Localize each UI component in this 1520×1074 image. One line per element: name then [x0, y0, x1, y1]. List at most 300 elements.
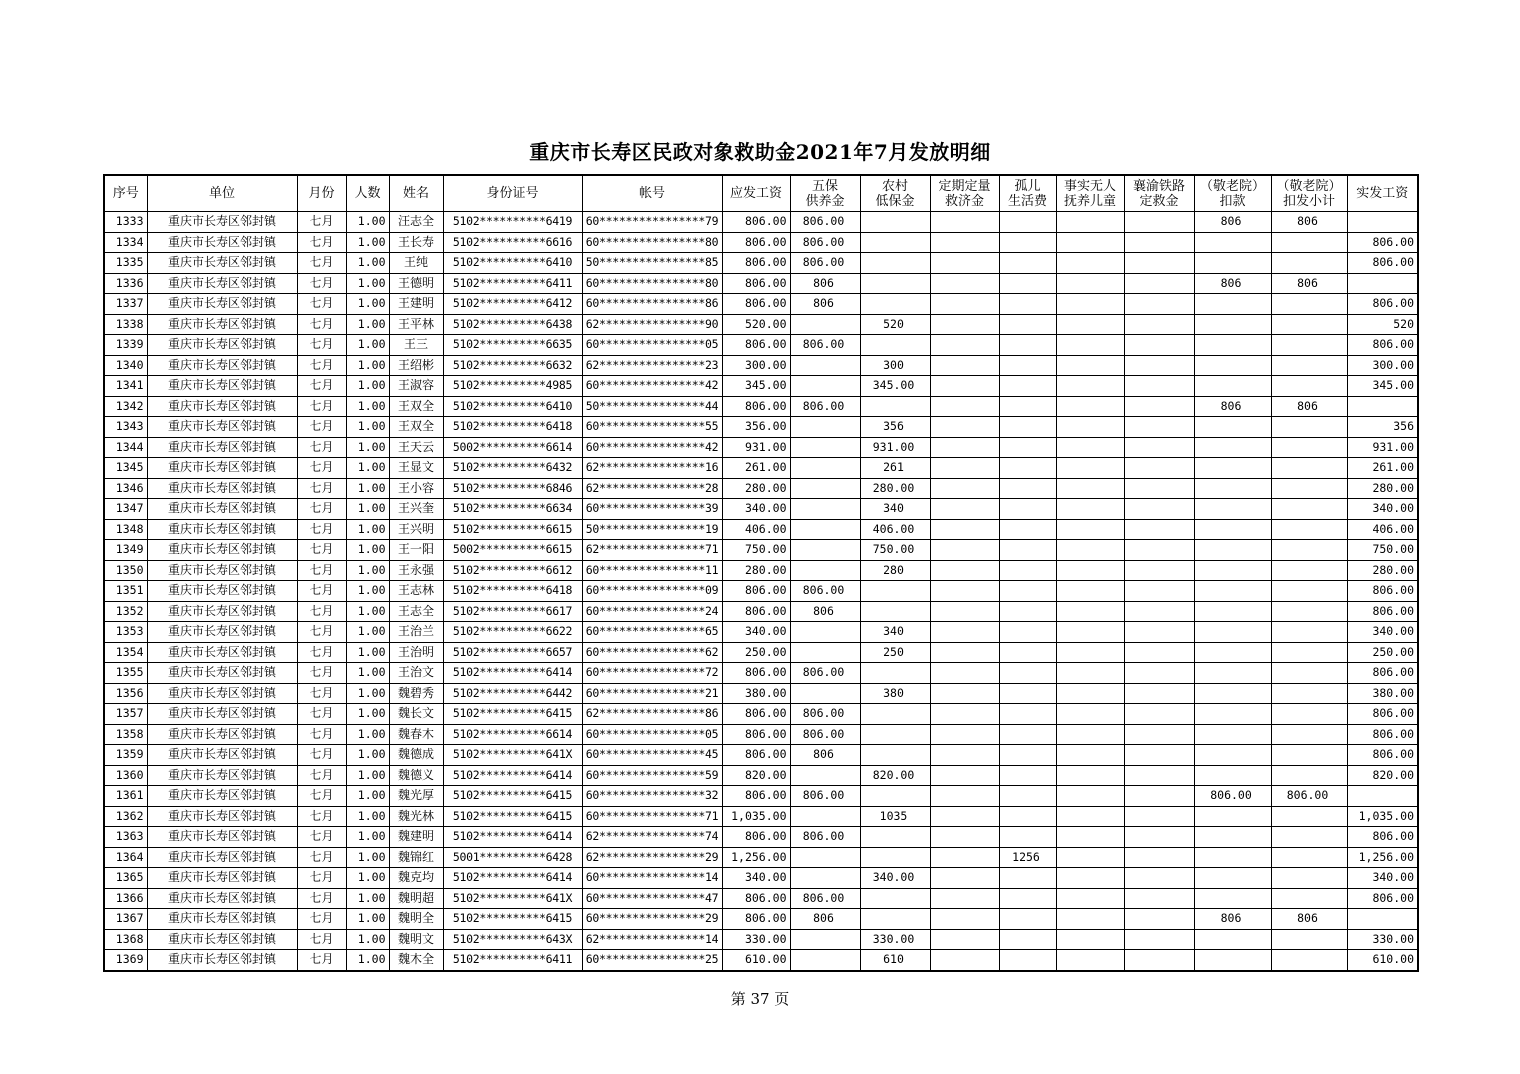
table-cell: 1341 — [104, 376, 147, 397]
table-cell: 50****************19 — [582, 519, 722, 540]
table-cell — [1124, 355, 1194, 376]
table-cell: 王三 — [389, 335, 443, 356]
table-cell: 1.00 — [346, 376, 389, 397]
table-cell: 重庆市长寿区邻封镇 — [147, 888, 297, 909]
table-cell: 七月 — [297, 806, 346, 827]
table-cell: 5102**********6415 — [443, 704, 582, 725]
table-cell — [930, 376, 999, 397]
table-cell: 806.00 — [722, 601, 790, 622]
table-cell: 王显文 — [389, 458, 443, 479]
table-cell: 250.00 — [722, 642, 790, 663]
table-cell — [930, 786, 999, 807]
table-cell — [1347, 396, 1418, 417]
table-cell: 重庆市长寿区邻封镇 — [147, 704, 297, 725]
table-cell: 806.00 — [790, 335, 860, 356]
table-cell — [1271, 683, 1347, 704]
table-cell: 62****************16 — [582, 458, 722, 479]
column-header: 序号 — [104, 175, 147, 212]
table-cell: 重庆市长寿区邻封镇 — [147, 499, 297, 520]
table-cell: 1.00 — [346, 437, 389, 458]
column-header: 应发工资 — [722, 175, 790, 212]
table-cell: 750.00 — [722, 540, 790, 561]
table-cell: 806.00 — [1347, 335, 1418, 356]
table-cell — [930, 950, 999, 971]
table-cell — [790, 868, 860, 889]
table-cell — [1271, 253, 1347, 274]
table-cell: 806.00 — [790, 786, 860, 807]
table-cell: 七月 — [297, 478, 346, 499]
table-cell — [1124, 642, 1194, 663]
table-cell: 七月 — [297, 253, 346, 274]
table-cell: 5102**********6657 — [443, 642, 582, 663]
table-cell: 60****************71 — [582, 806, 722, 827]
table-cell — [1194, 704, 1271, 725]
table-cell — [930, 827, 999, 848]
table-cell — [1124, 909, 1194, 930]
table-row — [104, 519, 1418, 540]
table-cell — [999, 314, 1056, 335]
table-cell: 重庆市长寿区邻封镇 — [147, 253, 297, 274]
table-cell — [1271, 560, 1347, 581]
table-cell — [1124, 622, 1194, 643]
table-cell: 261 — [860, 458, 930, 479]
table-cell: 重庆市长寿区邻封镇 — [147, 765, 297, 786]
table-cell — [860, 745, 930, 766]
table-cell: 820.00 — [1347, 765, 1418, 786]
table-cell: 重庆市长寿区邻封镇 — [147, 683, 297, 704]
column-header: 定期定量 救济金 — [930, 175, 999, 212]
table-cell: 魏长文 — [389, 704, 443, 725]
table-cell: 340.00 — [1347, 622, 1418, 643]
table-cell — [860, 253, 930, 274]
table-cell: 王小容 — [389, 478, 443, 499]
table-cell: 1337 — [104, 294, 147, 315]
table-cell: 261.00 — [1347, 458, 1418, 479]
table-cell: 806.00 — [722, 724, 790, 745]
table-cell: 806.00 — [1347, 253, 1418, 274]
table-cell — [1194, 724, 1271, 745]
table-cell: 重庆市长寿区邻封镇 — [147, 560, 297, 581]
table-cell: 62****************23 — [582, 355, 722, 376]
table-cell: 1357 — [104, 704, 147, 725]
table-cell — [1271, 335, 1347, 356]
table-cell: 1.00 — [346, 294, 389, 315]
table-cell — [790, 355, 860, 376]
table-cell — [1194, 376, 1271, 397]
table-cell: 60****************45 — [582, 745, 722, 766]
table-cell: 1.00 — [346, 704, 389, 725]
table-cell: 重庆市长寿区邻封镇 — [147, 314, 297, 335]
table-cell: 1035 — [860, 806, 930, 827]
table-cell — [1124, 478, 1194, 499]
table-row — [104, 581, 1418, 602]
table-cell: 1367 — [104, 909, 147, 930]
table-cell: 300.00 — [1347, 355, 1418, 376]
table-cell: 王双全 — [389, 417, 443, 438]
column-header: 姓名 — [389, 175, 443, 212]
table-cell — [1271, 417, 1347, 438]
table-cell: 汪志全 — [389, 212, 443, 233]
table-cell: 1.00 — [346, 355, 389, 376]
table-cell — [930, 704, 999, 725]
table-cell: 1.00 — [346, 212, 389, 233]
table-row — [104, 909, 1418, 930]
table-cell: 1.00 — [346, 335, 389, 356]
column-header: 襄渝铁路 定救金 — [1124, 175, 1194, 212]
table-cell: 50****************85 — [582, 253, 722, 274]
table-cell: 七月 — [297, 622, 346, 643]
table-cell: 806.00 — [1347, 663, 1418, 684]
table-cell: 1346 — [104, 478, 147, 499]
table-cell — [930, 314, 999, 335]
table-cell — [930, 745, 999, 766]
table-cell — [1194, 519, 1271, 540]
table-cell — [930, 560, 999, 581]
table-cell: 王治明 — [389, 642, 443, 663]
table-cell — [1124, 396, 1194, 417]
table-cell — [790, 437, 860, 458]
table-cell — [1056, 232, 1124, 253]
table-cell: 重庆市长寿区邻封镇 — [147, 950, 297, 971]
table-cell — [1124, 765, 1194, 786]
table-cell: 1.00 — [346, 847, 389, 868]
table-cell: 1.00 — [346, 581, 389, 602]
table-cell — [1056, 417, 1124, 438]
table-row — [104, 458, 1418, 479]
table-cell — [1194, 827, 1271, 848]
table-cell: 806.00 — [790, 663, 860, 684]
table-cell — [1056, 765, 1124, 786]
table-cell: 5102**********641X — [443, 745, 582, 766]
table-row — [104, 396, 1418, 417]
table-cell — [930, 396, 999, 417]
table-cell — [999, 909, 1056, 930]
table-cell: 重庆市长寿区邻封镇 — [147, 458, 297, 479]
table-cell: 魏锦红 — [389, 847, 443, 868]
table-cell — [999, 868, 1056, 889]
table-cell: 重庆市长寿区邻封镇 — [147, 827, 297, 848]
table-cell: 重庆市长寿区邻封镇 — [147, 212, 297, 233]
table-cell — [1194, 847, 1271, 868]
table-cell — [930, 622, 999, 643]
table-cell: 七月 — [297, 704, 346, 725]
table-cell: 1338 — [104, 314, 147, 335]
table-cell — [999, 437, 1056, 458]
table-cell: 5002**********6615 — [443, 540, 582, 561]
table-cell: 魏光林 — [389, 806, 443, 827]
table-cell — [930, 437, 999, 458]
table-cell — [1271, 376, 1347, 397]
table-row — [104, 253, 1418, 274]
table-cell: 1339 — [104, 335, 147, 356]
table-row — [104, 724, 1418, 745]
table-cell: 1,035.00 — [722, 806, 790, 827]
table-cell — [1194, 601, 1271, 622]
table-cell: 1356 — [104, 683, 147, 704]
column-header: 帐号 — [582, 175, 722, 212]
table-cell: 1353 — [104, 622, 147, 643]
table-cell: 1.00 — [346, 232, 389, 253]
table-cell — [1056, 950, 1124, 971]
table-cell: 806.00 — [790, 253, 860, 274]
table-cell: 七月 — [297, 745, 346, 766]
table-cell: 520 — [1347, 314, 1418, 335]
table-cell: 1.00 — [346, 560, 389, 581]
table-row — [104, 847, 1418, 868]
table-cell: 5102**********6442 — [443, 683, 582, 704]
table-cell — [790, 519, 860, 540]
table-cell — [790, 642, 860, 663]
table-cell: 340.00 — [722, 622, 790, 643]
table-cell: 重庆市长寿区邻封镇 — [147, 519, 297, 540]
table-cell: 330.00 — [1347, 929, 1418, 950]
table-cell — [860, 294, 930, 315]
table-cell: 魏德成 — [389, 745, 443, 766]
table-cell — [1056, 314, 1124, 335]
table-cell: 820.00 — [860, 765, 930, 786]
table-row — [104, 888, 1418, 909]
table-cell: 750.00 — [1347, 540, 1418, 561]
table-cell — [1124, 683, 1194, 704]
table-cell — [1056, 540, 1124, 561]
table-cell: 62****************90 — [582, 314, 722, 335]
table-cell: 60****************05 — [582, 724, 722, 745]
table-cell — [1271, 294, 1347, 315]
table-cell: 重庆市长寿区邻封镇 — [147, 232, 297, 253]
table-cell — [1056, 847, 1124, 868]
table-row — [104, 294, 1418, 315]
table-cell — [1124, 376, 1194, 397]
table-cell — [1056, 478, 1124, 499]
table-cell — [1056, 273, 1124, 294]
table-cell — [999, 355, 1056, 376]
table-cell: 250 — [860, 642, 930, 663]
table-cell: 806 — [1194, 396, 1271, 417]
table-cell — [1056, 786, 1124, 807]
column-header: （敬老院） 扣款 — [1194, 175, 1271, 212]
table-cell: 280.00 — [1347, 478, 1418, 499]
table-cell — [790, 929, 860, 950]
table-cell — [999, 888, 1056, 909]
table-cell: 1358 — [104, 724, 147, 745]
table-cell: 5102**********6414 — [443, 827, 582, 848]
table-cell: 60****************59 — [582, 765, 722, 786]
table-cell: 806.00 — [1347, 232, 1418, 253]
table-cell — [790, 376, 860, 397]
table-cell — [1271, 581, 1347, 602]
table-cell — [930, 601, 999, 622]
table-cell — [999, 458, 1056, 479]
table-cell — [1194, 458, 1271, 479]
table-cell — [1194, 232, 1271, 253]
table-cell: 1359 — [104, 745, 147, 766]
table-cell: 1.00 — [346, 786, 389, 807]
table-cell: 806 — [1194, 212, 1271, 233]
table-cell: 1364 — [104, 847, 147, 868]
table-cell: 5102**********6415 — [443, 806, 582, 827]
table-cell: 356.00 — [722, 417, 790, 438]
table-cell: 345.00 — [1347, 376, 1418, 397]
table-cell: 1340 — [104, 355, 147, 376]
table-cell — [790, 314, 860, 335]
table-cell: 重庆市长寿区邻封镇 — [147, 396, 297, 417]
table-cell — [930, 335, 999, 356]
table-cell: 60****************21 — [582, 683, 722, 704]
table-cell: 806.00 — [722, 909, 790, 930]
table-cell: 60****************80 — [582, 232, 722, 253]
table-cell: 魏建明 — [389, 827, 443, 848]
table-cell — [999, 560, 1056, 581]
column-header: 月份 — [297, 175, 346, 212]
table-cell: 重庆市长寿区邻封镇 — [147, 581, 297, 602]
table-cell — [1056, 888, 1124, 909]
table-row — [104, 663, 1418, 684]
table-cell — [1124, 458, 1194, 479]
table-cell: 1.00 — [346, 601, 389, 622]
table-cell: 60****************05 — [582, 335, 722, 356]
table-cell: 806.00 — [1347, 704, 1418, 725]
table-cell: 七月 — [297, 827, 346, 848]
table-cell — [999, 745, 1056, 766]
table-cell: 七月 — [297, 909, 346, 930]
table-cell — [1124, 253, 1194, 274]
table-cell — [860, 212, 930, 233]
table-cell — [1124, 847, 1194, 868]
table-row — [104, 601, 1418, 622]
table-cell: 王双全 — [389, 396, 443, 417]
table-cell: 七月 — [297, 950, 346, 971]
table-cell — [1124, 232, 1194, 253]
table-cell — [930, 212, 999, 233]
table-cell: 1335 — [104, 253, 147, 274]
table-cell: 5102**********643X — [443, 929, 582, 950]
table-cell: 5102**********6411 — [443, 950, 582, 971]
table-cell — [999, 294, 1056, 315]
column-header: 单位 — [147, 175, 297, 212]
column-header: 实发工资 — [1347, 175, 1418, 212]
table-cell: 340.00 — [1347, 868, 1418, 889]
table-cell — [930, 417, 999, 438]
table-cell — [1056, 437, 1124, 458]
table-cell — [999, 273, 1056, 294]
table-row — [104, 540, 1418, 561]
table-cell: 5001**********6428 — [443, 847, 582, 868]
table-cell — [1347, 786, 1418, 807]
table-cell — [1194, 806, 1271, 827]
table-cell — [930, 581, 999, 602]
table-cell: 5102**********6418 — [443, 417, 582, 438]
table-cell: 806.00 — [722, 212, 790, 233]
table-cell: 1349 — [104, 540, 147, 561]
table-cell — [1124, 581, 1194, 602]
table-cell — [1124, 273, 1194, 294]
table-cell — [1194, 581, 1271, 602]
table-row — [104, 929, 1418, 950]
table-cell: 356 — [1347, 417, 1418, 438]
table-cell: 5102**********6635 — [443, 335, 582, 356]
table-cell: 806.00 — [722, 396, 790, 417]
table-cell — [1124, 786, 1194, 807]
table-cell: 王治兰 — [389, 622, 443, 643]
table-cell: 5102**********6414 — [443, 765, 582, 786]
table-cell: 重庆市长寿区邻封镇 — [147, 601, 297, 622]
table-cell — [1194, 622, 1271, 643]
table-cell — [1056, 519, 1124, 540]
table-cell: 1.00 — [346, 806, 389, 827]
table-cell: 5102**********4985 — [443, 376, 582, 397]
table-cell — [1124, 724, 1194, 745]
table-cell: 806.00 — [722, 827, 790, 848]
table-cell: 重庆市长寿区邻封镇 — [147, 786, 297, 807]
table-cell: 5102**********6410 — [443, 253, 582, 274]
table-cell: 60****************11 — [582, 560, 722, 581]
table-cell — [930, 273, 999, 294]
table-cell: 王兴奎 — [389, 499, 443, 520]
table-cell — [790, 683, 860, 704]
table-cell: 300.00 — [722, 355, 790, 376]
table-cell — [1194, 540, 1271, 561]
table-cell — [1271, 827, 1347, 848]
table-cell — [1347, 273, 1418, 294]
table-cell — [930, 355, 999, 376]
table-cell: 380.00 — [1347, 683, 1418, 704]
table-cell: 七月 — [297, 458, 346, 479]
table-cell: 重庆市长寿区邻封镇 — [147, 663, 297, 684]
table-cell — [1056, 581, 1124, 602]
table-cell — [1271, 888, 1347, 909]
table-cell — [1194, 642, 1271, 663]
table-cell — [860, 704, 930, 725]
table-row — [104, 950, 1418, 971]
table-cell: 1.00 — [346, 540, 389, 561]
table-cell: 345.00 — [860, 376, 930, 397]
table-cell: 魏明文 — [389, 929, 443, 950]
table-row — [104, 335, 1418, 356]
table-cell: 1.00 — [346, 950, 389, 971]
table-cell: 魏木全 — [389, 950, 443, 971]
table-cell: 魏明超 — [389, 888, 443, 909]
table-cell — [1124, 499, 1194, 520]
table-cell — [999, 704, 1056, 725]
table-cell: 5102**********6632 — [443, 355, 582, 376]
table-cell: 280 — [860, 560, 930, 581]
table-cell: 重庆市长寿区邻封镇 — [147, 847, 297, 868]
table-cell — [1194, 888, 1271, 909]
table-cell: 5102**********6410 — [443, 396, 582, 417]
table-cell — [1271, 745, 1347, 766]
table-cell — [1056, 253, 1124, 274]
table-row — [104, 806, 1418, 827]
table-cell: 重庆市长寿区邻封镇 — [147, 642, 297, 663]
table-cell: 1,256.00 — [1347, 847, 1418, 868]
table-cell: 806.00 — [1347, 827, 1418, 848]
table-cell — [1194, 868, 1271, 889]
table-row — [104, 376, 1418, 397]
table-cell: 1360 — [104, 765, 147, 786]
table-cell: 1.00 — [346, 683, 389, 704]
table-cell — [999, 478, 1056, 499]
table-cell: 1336 — [104, 273, 147, 294]
column-header: 孤儿 生活费 — [999, 175, 1056, 212]
table-cell: 806.00 — [1347, 601, 1418, 622]
table-cell — [1056, 622, 1124, 643]
table-cell: 1.00 — [346, 909, 389, 930]
table-cell: 5102**********6622 — [443, 622, 582, 643]
table-cell — [930, 683, 999, 704]
table-cell: 1345 — [104, 458, 147, 479]
table-cell — [1271, 458, 1347, 479]
table-cell: 806.00 — [1194, 786, 1271, 807]
